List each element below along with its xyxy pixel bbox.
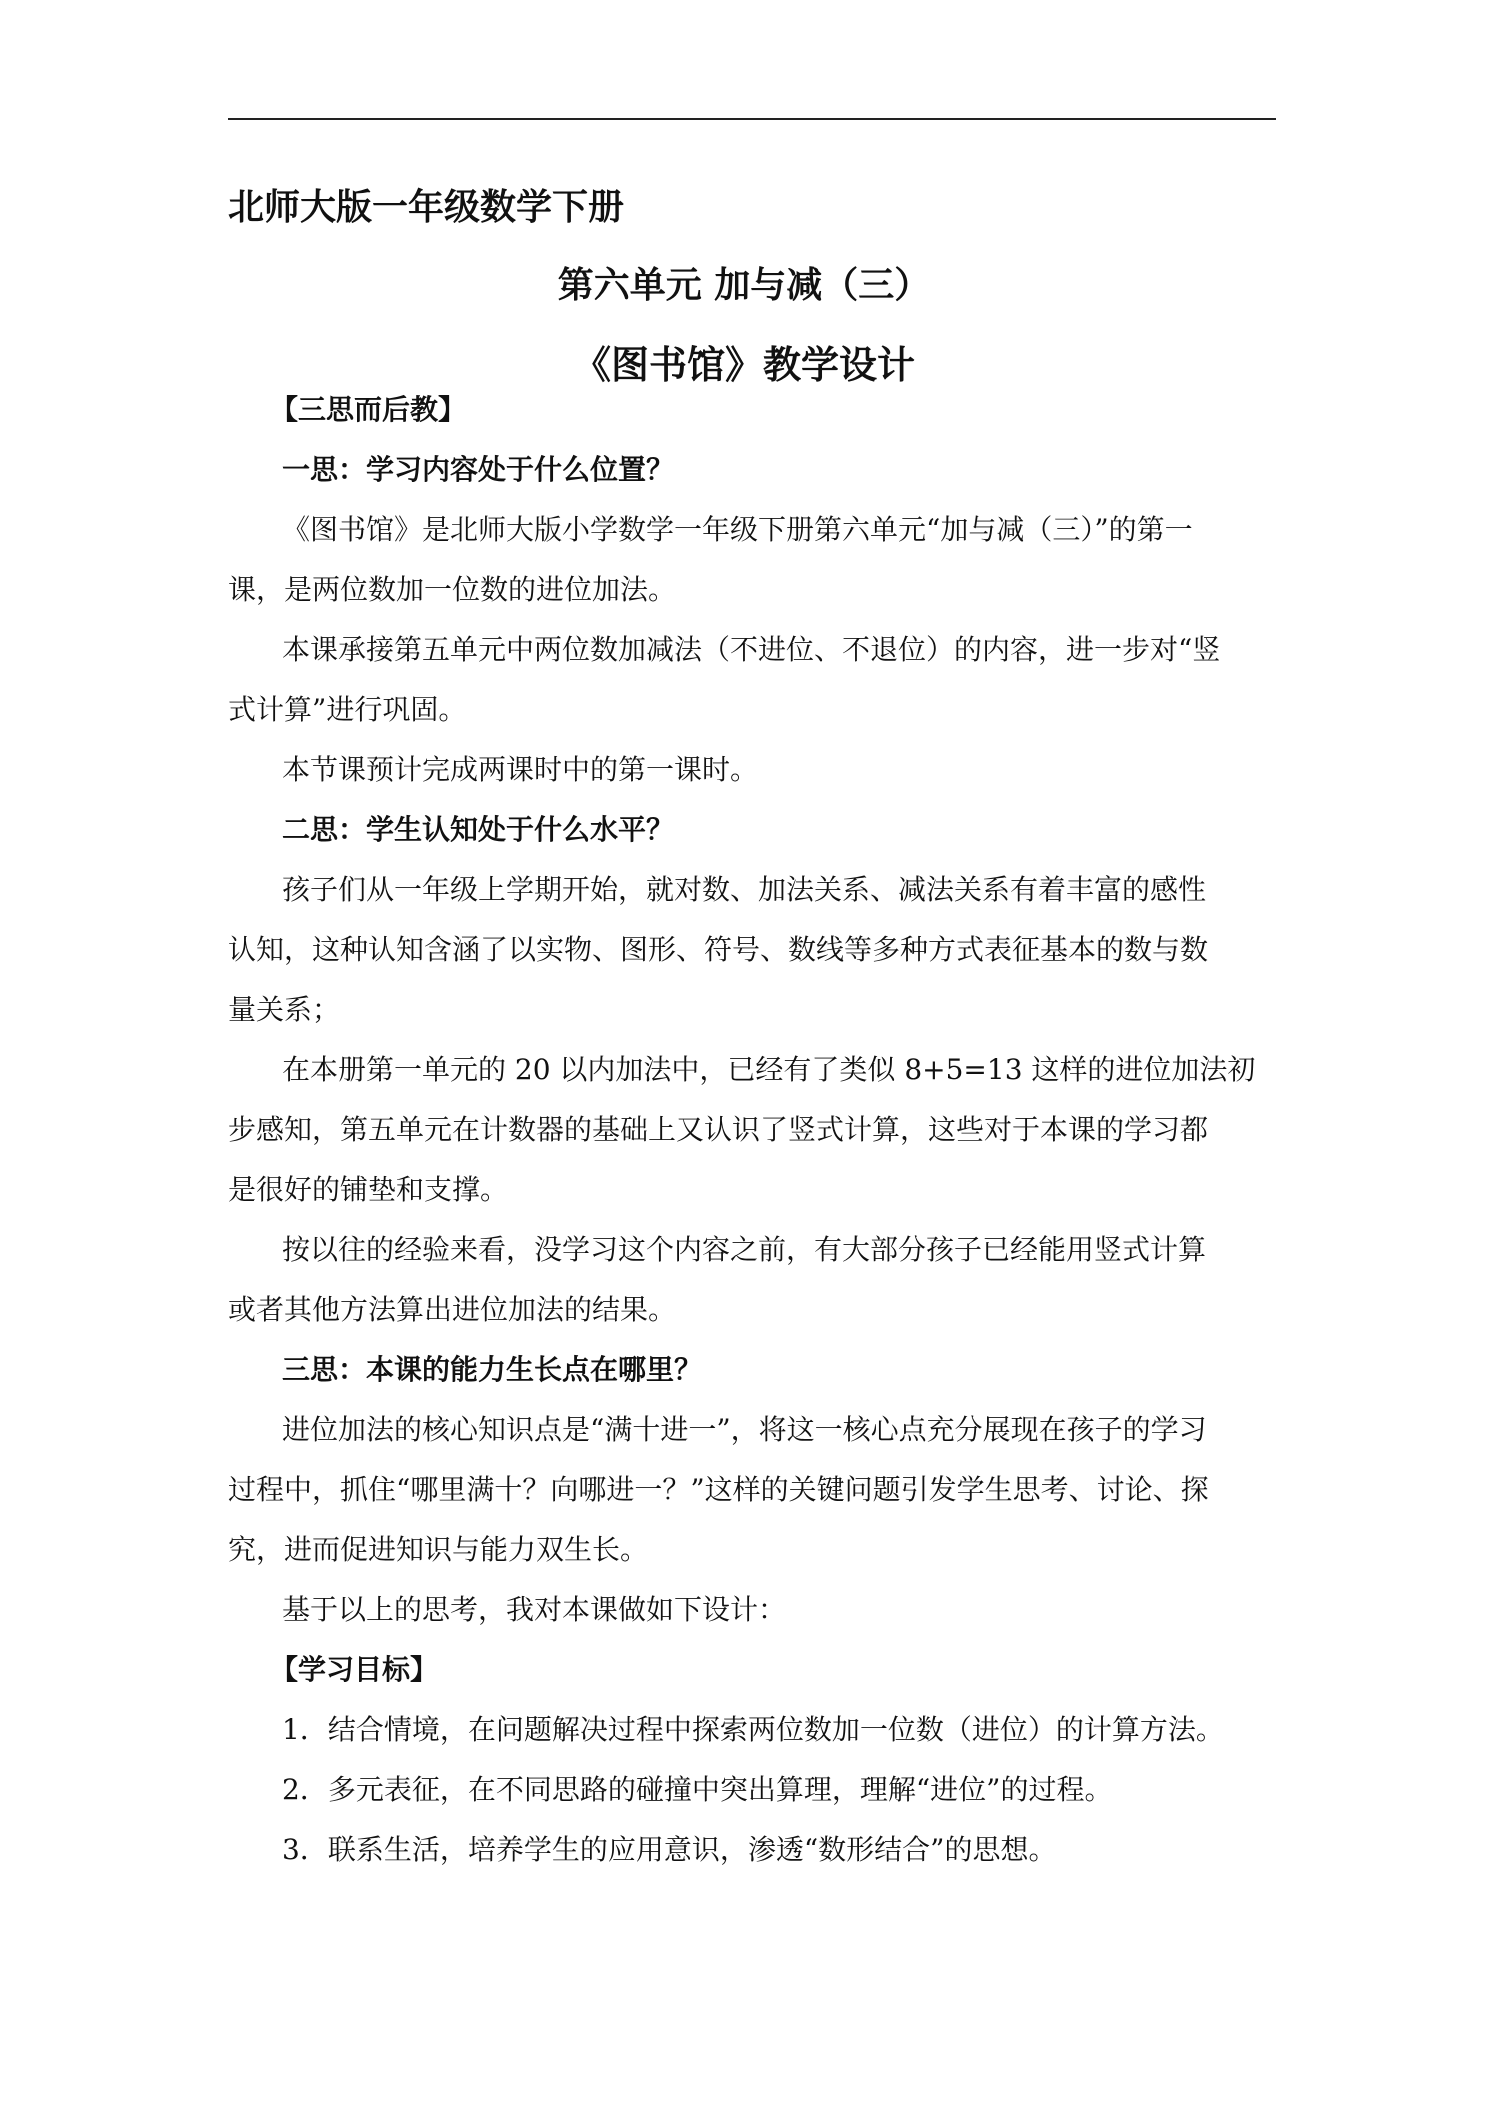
question-heading-3: 三思：本课的能力生长点在哪里？ [282,1353,703,1386]
section-heading-goals: 【学习目标】 [270,1653,439,1686]
paragraph-line: 或者其他方法算出进位加法的结果。 [228,1293,677,1326]
paragraph-line: 认知，这种认知含涵了以实物、图形、符号、数线等多种方式表征基本的数与数 [228,933,1209,966]
header-rule [228,118,1276,120]
paragraph-line: 孩子们从一年级上学期开始，就对数、加法关系、减法关系有着丰富的感性 [282,873,1207,906]
paragraph-line: 本课承接第五单元中两位数加减法（不进位、不退位）的内容，进一步对“竖 [282,633,1221,666]
paragraph-line: 进位加法的核心知识点是“满十进一”，将这一核心点充分展现在孩子的学习 [282,1413,1207,1446]
paragraph-line: 基于以上的思考，我对本课做如下设计： [282,1593,787,1626]
goal-item: 3．联系生活，培养学生的应用意识，渗透“数形结合”的思想。 [282,1833,1057,1866]
lesson-title: 《图书馆》教学设计 [572,343,915,387]
paragraph-line: 按以往的经验来看，没学习这个内容之前，有大部分孩子已经能用竖式计算 [282,1233,1207,1266]
paragraph-line: 《图书馆》是北师大版小学数学一年级下册第六单元“加与减（三）”的第一 [282,513,1193,546]
question-heading-2: 二思：学生认知处于什么水平？ [282,813,675,846]
paragraph-line: 量关系； [228,993,341,1026]
paragraph-line: 本节课预计完成两课时中的第一课时。 [282,753,759,786]
section-heading-reflect: 【三思而后教】 [270,393,467,426]
paragraph-line: 过程中，抓住“哪里满十？向哪进一？”这样的关键问题引发学生思考、讨论、探 [228,1473,1209,1506]
paragraph-line: 步感知，第五单元在计数器的基础上又认识了竖式计算，这些对于本课的学习都 [228,1113,1209,1146]
paragraph-line: 在本册第一单元的 20 以内加法中，已经有了类似 8+5=13 这样的进位加法初 [282,1053,1256,1086]
paragraph-line: 究，进而促进知识与能力双生长。 [228,1533,649,1566]
question-heading-1: 一思：学习内容处于什么位置？ [282,453,675,486]
goal-item: 2．多元表征，在不同思路的碰撞中突出算理，理解“进位”的过程。 [282,1773,1113,1806]
paragraph-line: 是很好的铺垫和支撑。 [228,1173,509,1206]
paragraph-line: 课，是两位数加一位数的进位加法。 [228,573,677,606]
paragraph-line: 式计算”进行巩固。 [228,693,467,726]
goal-item: 1．结合情境，在问题解决过程中探索两位数加一位数（进位）的计算方法。 [282,1713,1224,1746]
document-title: 北师大版一年级数学下册 [228,187,625,228]
unit-title: 第六单元 加与减（三） [557,265,931,306]
